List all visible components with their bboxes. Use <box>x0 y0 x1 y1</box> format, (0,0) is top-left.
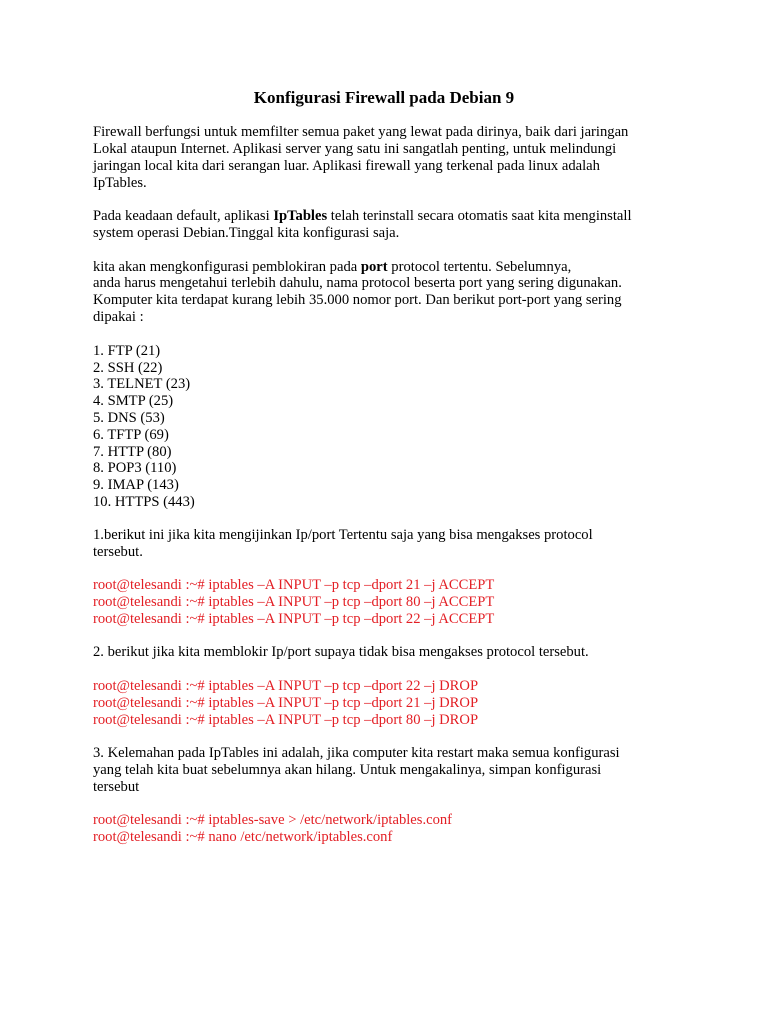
port-list-item: 7. HTTP (80) <box>93 444 172 460</box>
port-para-line-2: anda harus mengetahui terlebih dahulu, nama protocol beserta port yang sering digunakan. <box>93 275 622 291</box>
port-list-item: 3. TELNET (23) <box>93 376 191 392</box>
port-para-post: protocol tertentu. Sebelumnya, <box>387 259 572 275</box>
default-para-post: telah terinstall secara otomatis saat kita menginstall <box>327 208 632 224</box>
port-list-item: 2. SSH (22) <box>93 360 163 376</box>
step1-command: root@telesandi :~# iptables –A INPUT –p tcp –dport 80 –j ACCEPT <box>93 594 495 610</box>
step3-text-line-2: yang telah kita buat sebelumnya akan hilang. Untuk mengakalinya, simpan konfigurasi <box>93 762 602 778</box>
port-list-item: 8. POP3 (110) <box>93 460 177 476</box>
port-para-line-4: dipakai : <box>93 309 144 325</box>
default-para-line-1 <box>93 208 632 225</box>
step1-command: root@telesandi :~# iptables –A INPUT –p tcp –dport 21 –j ACCEPT <box>93 577 495 593</box>
default-para-line-2: system operasi Debian.Tinggal kita konfigurasi saja. <box>93 225 400 241</box>
intro-line-1: Firewall berfungsi untuk memfilter semua paket yang lewat pada dirinya, baik dari jaringan <box>93 124 629 140</box>
port-para-pre: kita akan mengkonfigurasi pemblokiran pada <box>93 259 361 275</box>
document-title: Konfigurasi Firewall pada Debian 9 <box>253 88 515 107</box>
port-para-bold: port <box>360 259 388 275</box>
step2-text-line-1: 2. berikut jika kita memblokir Ip/port supaya tidak bisa mengakses protocol tersebut. <box>93 644 589 660</box>
port-para-line-1 <box>93 259 571 276</box>
intro-line-2: Lokal ataupun Internet. Aplikasi server yang satu ini sangatlah penting, untuk melindungi <box>93 141 617 157</box>
step1-command: root@telesandi :~# iptables –A INPUT –p tcp –dport 22 –j ACCEPT <box>93 611 495 627</box>
step2-command: root@telesandi :~# iptables –A INPUT –p tcp –dport 22 –j DROP <box>93 678 479 694</box>
default-para-bold: IpTables <box>273 208 328 224</box>
step3-command: root@telesandi :~# iptables-save > /etc/network/iptables.conf <box>93 812 453 828</box>
port-list-item: 9. IMAP (143) <box>93 477 179 493</box>
default-para-pre: Pada keadaan default, aplikasi <box>93 208 274 224</box>
port-para-line-3: Komputer kita terdapat kurang lebih 35.000 nomor port. Dan berikut port-port yang sering <box>93 292 622 308</box>
intro-line-3: jaringan local kita dari serangan luar. Aplikasi firewall yang terkenal pada linux adalah <box>93 158 600 174</box>
step3-command: root@telesandi :~# nano /etc/network/iptables.conf <box>93 829 393 845</box>
port-list-item: 4. SMTP (25) <box>93 393 174 409</box>
intro-line-4: IpTables. <box>93 175 147 191</box>
step3-text-line-1: 3. Kelemahan pada IpTables ini adalah, jika computer kita restart maka semua konfigurasi <box>93 745 620 761</box>
port-list-item: 6. TFTP (69) <box>93 427 169 443</box>
step1-text-line-1: 1.berikut ini jika kita mengijinkan Ip/port Tertentu saja yang bisa mengakses protocol <box>93 527 593 543</box>
step3-text-line-3: tersebut <box>93 779 140 795</box>
step2-command: root@telesandi :~# iptables –A INPUT –p tcp –dport 80 –j DROP <box>93 712 479 728</box>
step1-text-line-2: tersebut. <box>93 544 143 560</box>
step2-command: root@telesandi :~# iptables –A INPUT –p tcp –dport 21 –j DROP <box>93 695 479 711</box>
port-list-item: 5. DNS (53) <box>93 410 165 426</box>
port-list-item: 10. HTTPS (443) <box>93 494 195 510</box>
port-list-item: 1. FTP (21) <box>93 343 161 359</box>
